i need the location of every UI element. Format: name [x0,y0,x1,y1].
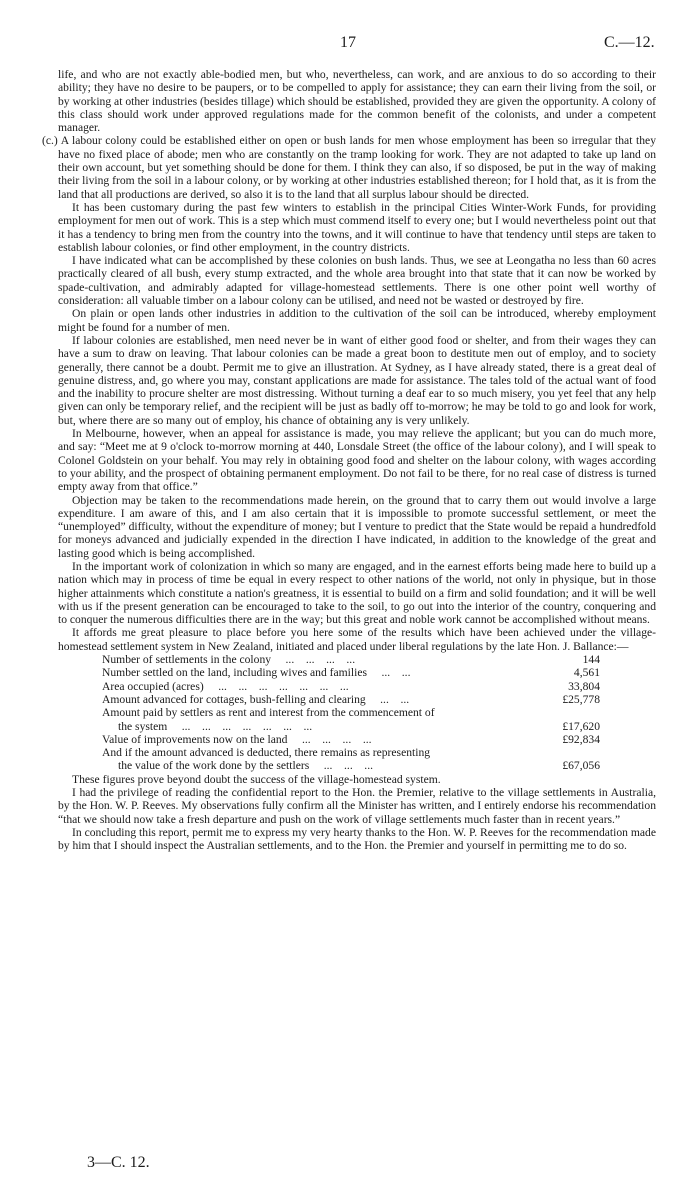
paragraph: If labour colonies are established, men need never be in want of either good food or shelter, and from their wages they can have a sum to draw on leaving. That labour colonies can be made a great boon to destitute men out of employ, and to society generally, there cannot be a doubt. Permit me to give an illustration. At Sydney, as I have already stated, there is a great deal of genuine distress, and, go where you may, constant applications are made for assistance. The tales told of the actual want of food and the inability to procure shelter are most distressing. Without turning a deaf ear to so much misery, you yet feel that any help given can only be temporary relief, and the recipient will be just as badly off to-morrow; he may be told to go and look for work, but, where there are so many out of employ, his chance of obtaining any is very unlikely. [58,333,656,427]
stat-row [102,746,600,759]
stat-row [102,759,600,772]
document-reference: C.—12. [604,34,655,51]
stat-row [102,653,600,666]
paragraph: It has been customary during the past few winters to establish in the principal Cities Winter-Work Funds, for providing employment for men out of work. This is a step which must commend itself to every one; but I would nevertheless point out that it has a tendency to bring men from the country into the towns, and it will continue to have that tendency until steps are taken to establish labour colonies, or find other employment, in the country districts. [58,200,656,254]
stat-value: £92,834 [562,732,600,746]
stat-value: £67,056 [562,759,600,773]
footer-reference: 3—C. 12. [87,1154,150,1171]
stat-row [102,693,600,706]
paragraph: In concluding this report, permit me to express my very hearty thanks to the Hon. W. P. Reeves for the recommendation made by him that I should inspect the Australian settlements, and to the Hon. the Premier and yourself in permitting me to do so. [58,825,656,853]
stat-label: the system ... ... ... ... ... ... ... [118,719,313,733]
stat-row [102,680,600,693]
stat-label: Value of improvements now on the land ... ... ... ... [102,732,372,746]
stat-row [102,706,600,719]
settlement-statistics [102,653,600,773]
stat-label: Number settled on the land, including wives and families ... ... [102,666,411,680]
paragraph: These figures prove beyond doubt the success of the village-homestead system. [72,772,441,786]
paragraph: I have indicated what can be accomplished by these colonies on bush lands. Thus, we see at Leongatha no less than 60 acres practically cleared of all bush, every stump extracted, and the whole area brought into that state that it can now be worked by spade-cultivation, and admirably adapted for village-homestead settlements. There is one other point well worthy of consideration: all valuable timber on a labour colony can be utilised, and need not be wasted or destroyed by fire. [58,254,656,308]
stat-value: £25,778 [562,692,600,706]
paragraph: On plain or open lands other industries in addition to the cultivation of the soil can be introduced, whereby employment might be found for a number of men. [58,307,656,334]
stat-label: the value of the work done by the settlers ... ... ... [118,759,374,773]
stat-value: 4,561 [573,666,600,680]
paragraph: Objection may be taken to the recommendations made herein, on the ground that to carry them out would involve a large expenditure. I am aware of this, and I am also certain that it is impossible to promote successful settlement, or meet the “unemployed” difficulty, without the expenditure of money; but I venture to predict that the State would be repaid a hundredfold for moneys advanced and judicially expended in the direction I have indicated, in addition to the knowledge of the great and lasting good which is being accomplished. [58,493,656,560]
stat-row [102,733,600,746]
stat-row [102,720,600,733]
paragraph: It affords me great pleasure to place before you here some of the results which have been achieved under the village-homestead settlement system in New Zealand, initiated and placed under liberal regulations by the late Hon. J. Ballance:— [58,626,656,653]
stat-value: 144 [582,653,600,667]
paragraph: I had the privilege of reading the confidential report to the Hon. the Premier, relative to the village settlements in Australia, by the Hon. W. P. Reeves. My observations fully confirm all the Minister has written, and I entirely endorse his recommendation “that we should now take a fresh departure and push on the work of village settlements much faster than in recent years.” [58,786,656,826]
paragraph: In Melbourne, however, when an appeal for assistance is made, you may relieve the applicant; but you can do much more, and say: “Meet me at 9 o'clock to-morrow morning at 440, Lonsdale Street (the office of the labour colony), and I will speak to Colonel Goldstein on your behalf. You may rely in obtaining good food and shelter on the labour colony, with wages according to your ability, and the prospect of obtaining permanent employment. Do not fail to be there, for no real case of distress is turned empty away from that office.” [58,427,656,494]
paragraph: In the important work of colonization in which so many are engaged, and in the earnest efforts being made here to build up a nation which may in process of time be equal in every respect to other nations of the world, not only in physique, but in those higher attainments which constitute a nation's greatness, it is essential to build on a firm and solid foundation; and it will be well with us if the present generation can be encouraged to take to the soil, to go out into the interior of the country, conquering and to conquer the numerous difficulties there are in the way; but this great and noble work cannot be accomplished without means. [58,559,656,627]
page-number: 17 [340,34,356,51]
stat-label: Amount paid by settlers as rent and interest from the commencement of [102,706,435,720]
stat-label: Area occupied (acres) ... ... ... ... ... ... ... [102,679,349,693]
stat-value: £17,620 [562,719,600,733]
stat-row [102,666,600,679]
list-item-c: (c.) A labour colony could be established either on open or bush lands for men whose employment has been so irregular that they have no fixed place of abode; men who are constantly on the tramp looking for work. They are not adapted to take up land on their own account, but yet something should be done for them. I think they can also, if so disposed, be put in the way of making their living from the soil in a labour colony, or by working at other industries established thereon; for I hold that, as it is from the land that all productions are derived, so also it is to the land that all surplus labour should be directed. [42,134,656,201]
stat-label: And if the amount advanced is deducted, there remains as representing [102,746,431,760]
paragraph: life, and who are not exactly able-bodied men, but who, nevertheless, can work, and are anxious to do so according to their ability; they have no desire to be paupers, or to be compelled to apply for assistance; they can earn their living from the soil, or by working at other industries (besides tillage) which should be established, provided they are given the opportunity. A colony of this class should work under approved regulations made for the common benefit of the colonists, and under a competent manager. [58,68,656,135]
page-header [0,34,700,54]
stat-label: Number of settlements in the colony ... ... ... ... [102,653,356,667]
report-body [42,68,656,853]
stat-value: 33,804 [568,679,600,693]
stat-label: Amount advanced for cottages, bush-felling and clearing ... ... [102,692,410,706]
